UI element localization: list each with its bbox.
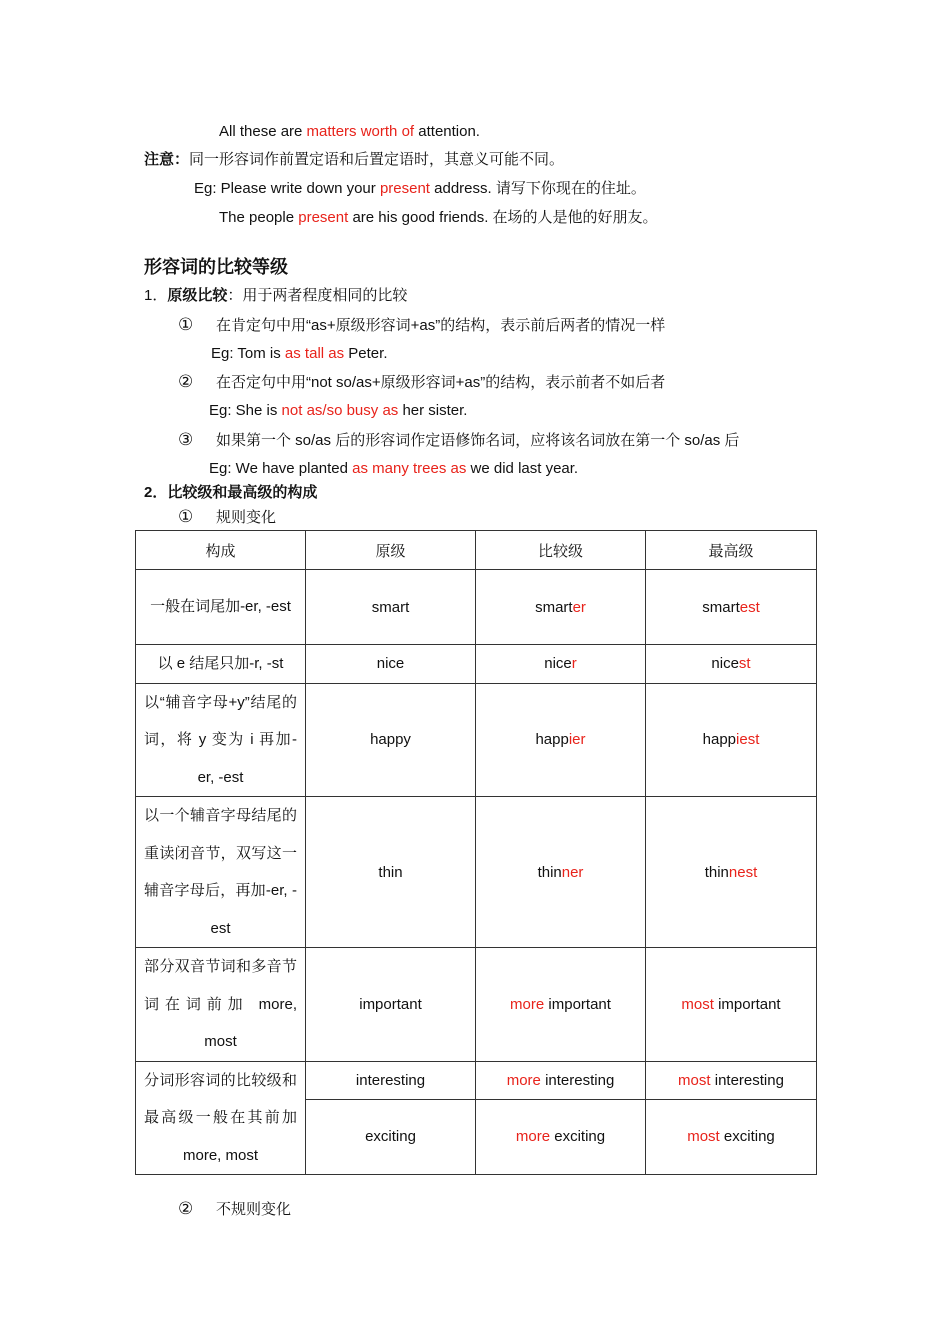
- table-row: [136, 948, 817, 1062]
- header-cell: 最高级: [646, 531, 817, 570]
- comparative-cell: happier: [476, 683, 646, 797]
- comparative-cell: nicer: [476, 645, 646, 684]
- rule-cell: 一般在词尾加-er, -est: [136, 570, 306, 645]
- comparison-table: [135, 530, 817, 1175]
- rule-cell: 以 e 结尾只加-r, -st: [136, 645, 306, 684]
- s1-item-1-example: Eg: Tom is as tall as Peter.: [211, 345, 388, 362]
- comparative-cell: thinner: [476, 797, 646, 948]
- example-present-address: Eg: Please write down your present address. 请写下你现在的住址。: [194, 180, 646, 197]
- header-cell: 比较级: [476, 531, 646, 570]
- table-header-row: [136, 531, 817, 570]
- superlative-cell: nicest: [646, 645, 817, 684]
- s1-item-2-example: Eg: She is not as/so busy as her sister.: [209, 402, 468, 419]
- base-cell: smart: [306, 570, 476, 645]
- comparative-cell: more important: [476, 948, 646, 1062]
- base-cell: happy: [306, 683, 476, 797]
- table-row: [136, 797, 817, 948]
- rule-cell: 分词形容词的比较级和最高级一般在其前加 more, most: [136, 1061, 306, 1175]
- base-cell: nice: [306, 645, 476, 684]
- s1-item-3: ③ 如果第一个 so/as 后的形容词作定语修饰名词，应将该名词放在第一个 so/as 后: [178, 430, 740, 449]
- superlative-cell: happiest: [646, 683, 817, 797]
- superlative-cell: most exciting: [646, 1099, 817, 1174]
- example-matters-worth: All these are matters worth of attention.: [219, 123, 480, 140]
- superlative-cell: thinnest: [646, 797, 817, 948]
- s1-item-2: ② 在否定句中用“not so/as+原级形容词+as”的结构，表示前者不如后者: [178, 372, 666, 391]
- header-cell: 原级: [306, 531, 476, 570]
- table-row: [136, 1061, 817, 1099]
- s1-heading: 1．原级比较：用于两者程度相同的比较: [144, 287, 408, 304]
- base-cell: important: [306, 948, 476, 1062]
- comparative-cell: smarter: [476, 570, 646, 645]
- table-row: [136, 570, 817, 645]
- comparative-cell: more interesting: [476, 1061, 646, 1099]
- irregular-change-label: ② 不规则变化: [178, 1199, 292, 1218]
- superlative-cell: most interesting: [646, 1061, 817, 1099]
- table-row: [136, 645, 817, 684]
- note-label: 注意：: [144, 151, 190, 168]
- circled-two-marker: ②: [178, 1199, 194, 1218]
- circled-one-marker: ①: [178, 315, 194, 334]
- base-cell: thin: [306, 797, 476, 948]
- base-cell: interesting: [306, 1061, 476, 1099]
- section-title: 形容词的比较等级: [144, 257, 288, 277]
- header-cell: 构成: [136, 531, 306, 570]
- superlative-cell: smartest: [646, 570, 817, 645]
- comparative-cell: more exciting: [476, 1099, 646, 1174]
- circled-one-marker: ①: [178, 507, 194, 526]
- table-row: [136, 683, 817, 797]
- s1-item-1: ① 在肯定句中用“as+原级形容词+as”的结构，表示前后两者的情况一样: [178, 315, 666, 334]
- example-people-present: The people present are his good friends. 在场的人是他的好朋友。: [219, 209, 658, 226]
- circled-three-marker: ③: [178, 430, 194, 449]
- note-line: 注意：同一形容词作前置定语和后置定语时，其意义可能不同。: [144, 151, 565, 168]
- circled-two-marker: ②: [178, 372, 194, 391]
- superlative-cell: most important: [646, 948, 817, 1062]
- rule-cell: 以“辅音字母+y”结尾的词，将 y 变为 i 再加-er, -est: [136, 683, 306, 797]
- s2-heading: 2．比较级和最高级的构成: [144, 484, 318, 501]
- base-cell: exciting: [306, 1099, 476, 1174]
- s1-item-3-example: Eg: We have planted as many trees as we did last year.: [209, 460, 579, 477]
- regular-change-label: ① 规则变化: [178, 507, 277, 526]
- rule-cell: 部分双音节词和多音节词在词前加 more, most: [136, 948, 306, 1062]
- rule-cell: 以一个辅音字母结尾的重读闭音节，双写这一辅音字母后，再加-er, -est: [136, 797, 306, 948]
